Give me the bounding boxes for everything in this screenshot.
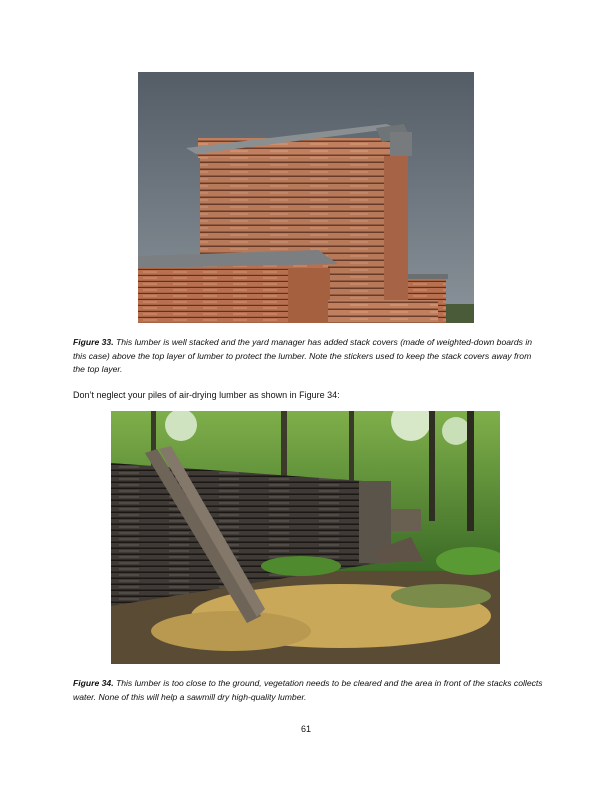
- figure-34-label: Figure 34.: [73, 678, 114, 688]
- figure-33-photo: [138, 72, 474, 323]
- figure-33-caption: [73, 336, 543, 377]
- figure-33-caption-text: This lumber is well stacked and the yard manager has added stack covers (made of weighted-down boards in this case) above the top layer of lumber to protect the lumber. Note the stickers used to keep the stack covers away from the top layer.: [73, 337, 533, 374]
- figure-34-caption: [73, 677, 543, 704]
- page-number: 61: [300, 724, 311, 734]
- figure-34-caption-text: This lumber is too close to the ground, vegetation needs to be cleared and the area in front of the stacks collects water. None of this will help a sawmill dry high-quality lumber.: [73, 678, 543, 702]
- figure-33-label: Figure 33.: [73, 337, 114, 347]
- body-paragraph: Don’t neglect your piles of air-drying lumber as shown in Figure 34:: [73, 390, 340, 400]
- figure-34-photo: [111, 411, 500, 664]
